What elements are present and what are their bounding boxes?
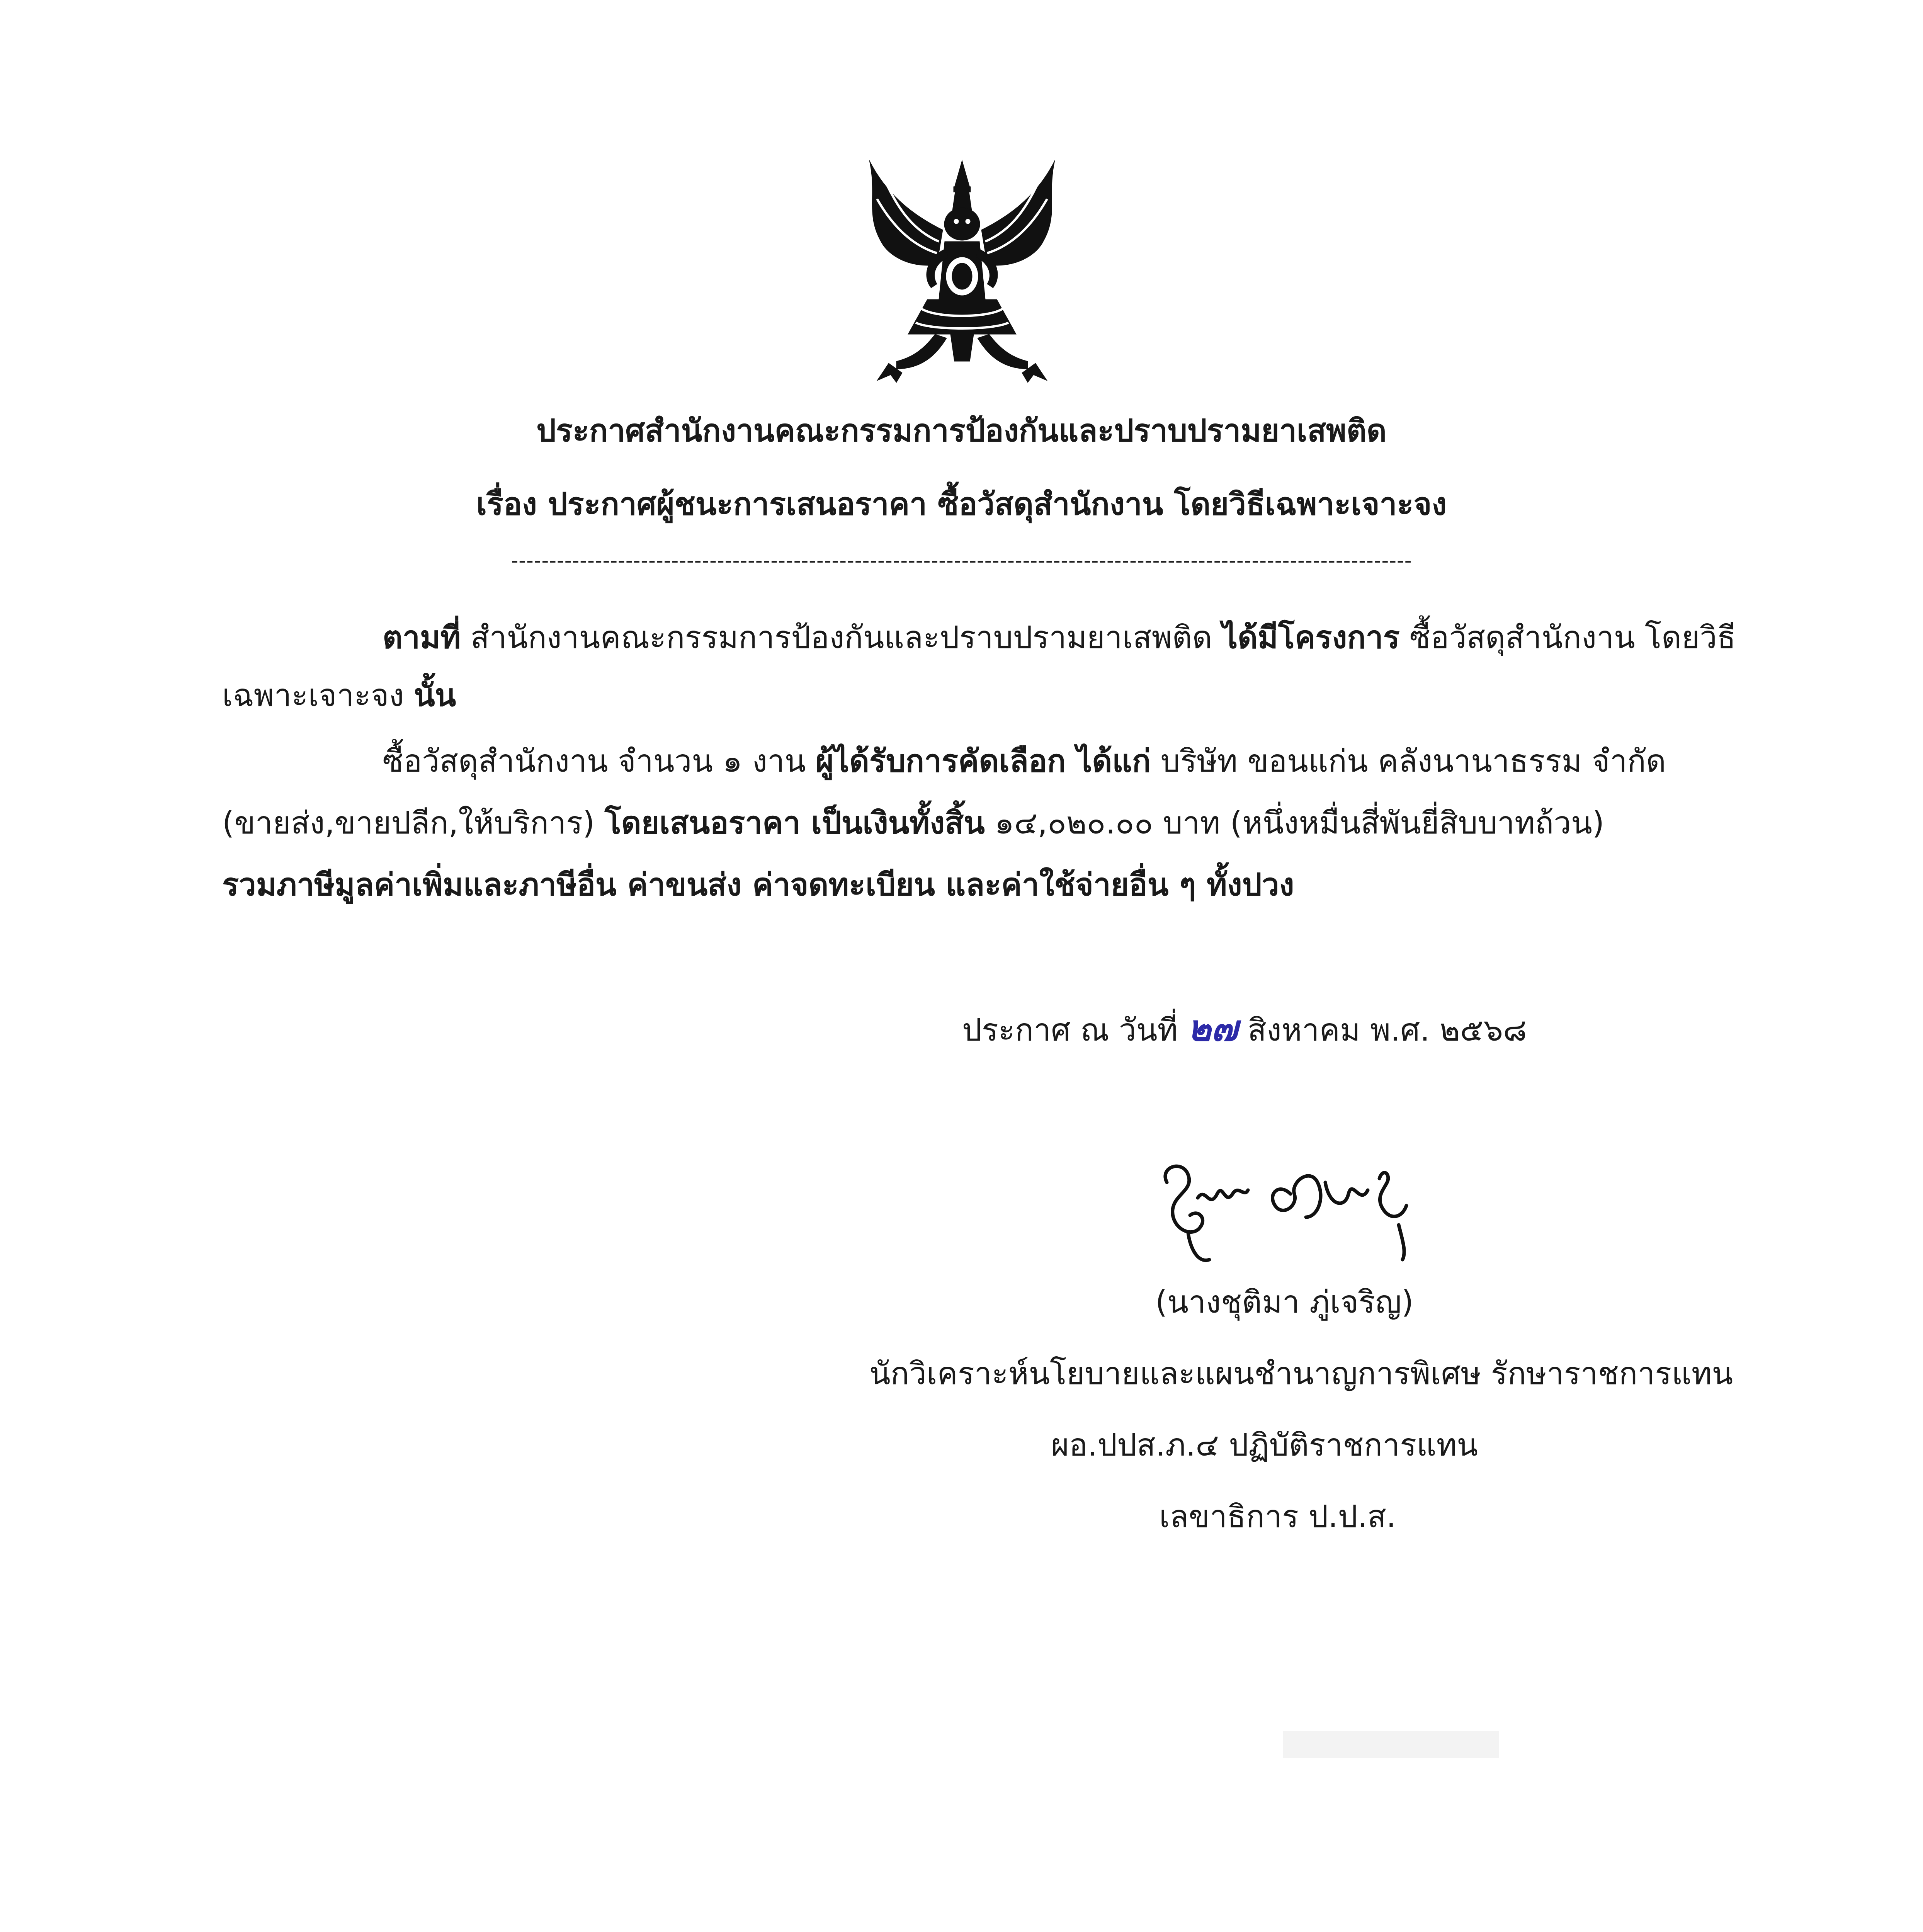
date-day-handwritten: ๒๗ — [1187, 1007, 1238, 1049]
paragraph-1-line-2 — [222, 677, 456, 713]
p1-line2-bold: นั้น — [413, 677, 456, 713]
paragraph-1-line-1 — [383, 619, 1736, 655]
document-subject — [0, 486, 1923, 522]
p1-text: สำนักงานคณะกรรมการป้องกันและปราบปรามยาเสพติด — [461, 619, 1222, 655]
signature-icon — [1151, 1151, 1430, 1267]
scan-artifact — [1283, 1731, 1499, 1758]
p2-tail: บริษัท ขอนแก่น คลังนานาธรรม จำกัด — [1151, 743, 1666, 779]
date-prefix: ประกาศ ณ วันที่ — [962, 1012, 1188, 1048]
subject-text: เรื่อง ประกาศผู้ชนะการเสนอราคา ซื้อวัสดุสำนักงาน โดยวิธีเฉพาะเจาะจง — [476, 486, 1447, 522]
p1-lead: ตามที่ — [383, 619, 461, 655]
p2-text: ซื้อวัสดุสำนักงาน จำนวน ๑ งาน — [383, 743, 816, 779]
signatory-position-1: นักวิเคราะห์นโยบายและแผนชำนาญการพิเศษ รักษาราชการแทน — [869, 1355, 1733, 1391]
p1-tail: ซื้อวัสดุสำนักงาน โดยวิธี — [1399, 619, 1736, 655]
paragraph-2-line-1 — [383, 743, 1666, 779]
p1-line2-text: เฉพาะเจาะจง — [222, 677, 414, 713]
p2-line2-tail: ๑๔,๐๒๐.๐๐ บาท (หนึ่งหมื่นสี่พันยี่สิบบาทถ้วน) — [984, 805, 1605, 841]
document-title: ประกาศสำนักงานคณะกรรมการป้องกันและปราบปรามยาเสพติด — [536, 413, 1387, 449]
signatory-position-2: ผอ.ปปส.ภ.๔ ปฏิบัติราชการแทน — [1051, 1427, 1478, 1463]
p2-line2-text: (ขายส่ง,ขายปลีก,ให้บริการ) — [222, 805, 605, 841]
paragraph-2-line-2 — [222, 805, 1605, 841]
p2-line2-bold: โดยเสนอราคา เป็นเงินทั้งสิ้น — [604, 805, 985, 841]
garuda-emblem-icon — [854, 153, 1070, 384]
signatory-position-3: เลขาธิการ ป.ป.ส. — [1159, 1498, 1396, 1534]
paragraph-2-line-3: รวมภาษีมูลค่าเพิ่มและภาษีอื่น ค่าขนส่ง ค่าจดทะเบียน และค่าใช้จ่ายอื่น ๆ ทั้งปวง — [222, 867, 1294, 903]
p2-bold: ผู้ได้รับการคัดเลือก ได้แก่ — [815, 743, 1151, 779]
announcement-date — [962, 1007, 1527, 1049]
signatory-name: (นางชุติมา ภู่เจริญ) — [1155, 1284, 1414, 1320]
separator-line: ---------------------------------------------------------------------------------------------------------------------- — [511, 549, 1412, 572]
date-rest: สิงหาคม พ.ศ. ๒๕๖๘ — [1238, 1012, 1527, 1048]
p1-mid: ได้มีโครงการ — [1222, 619, 1400, 655]
